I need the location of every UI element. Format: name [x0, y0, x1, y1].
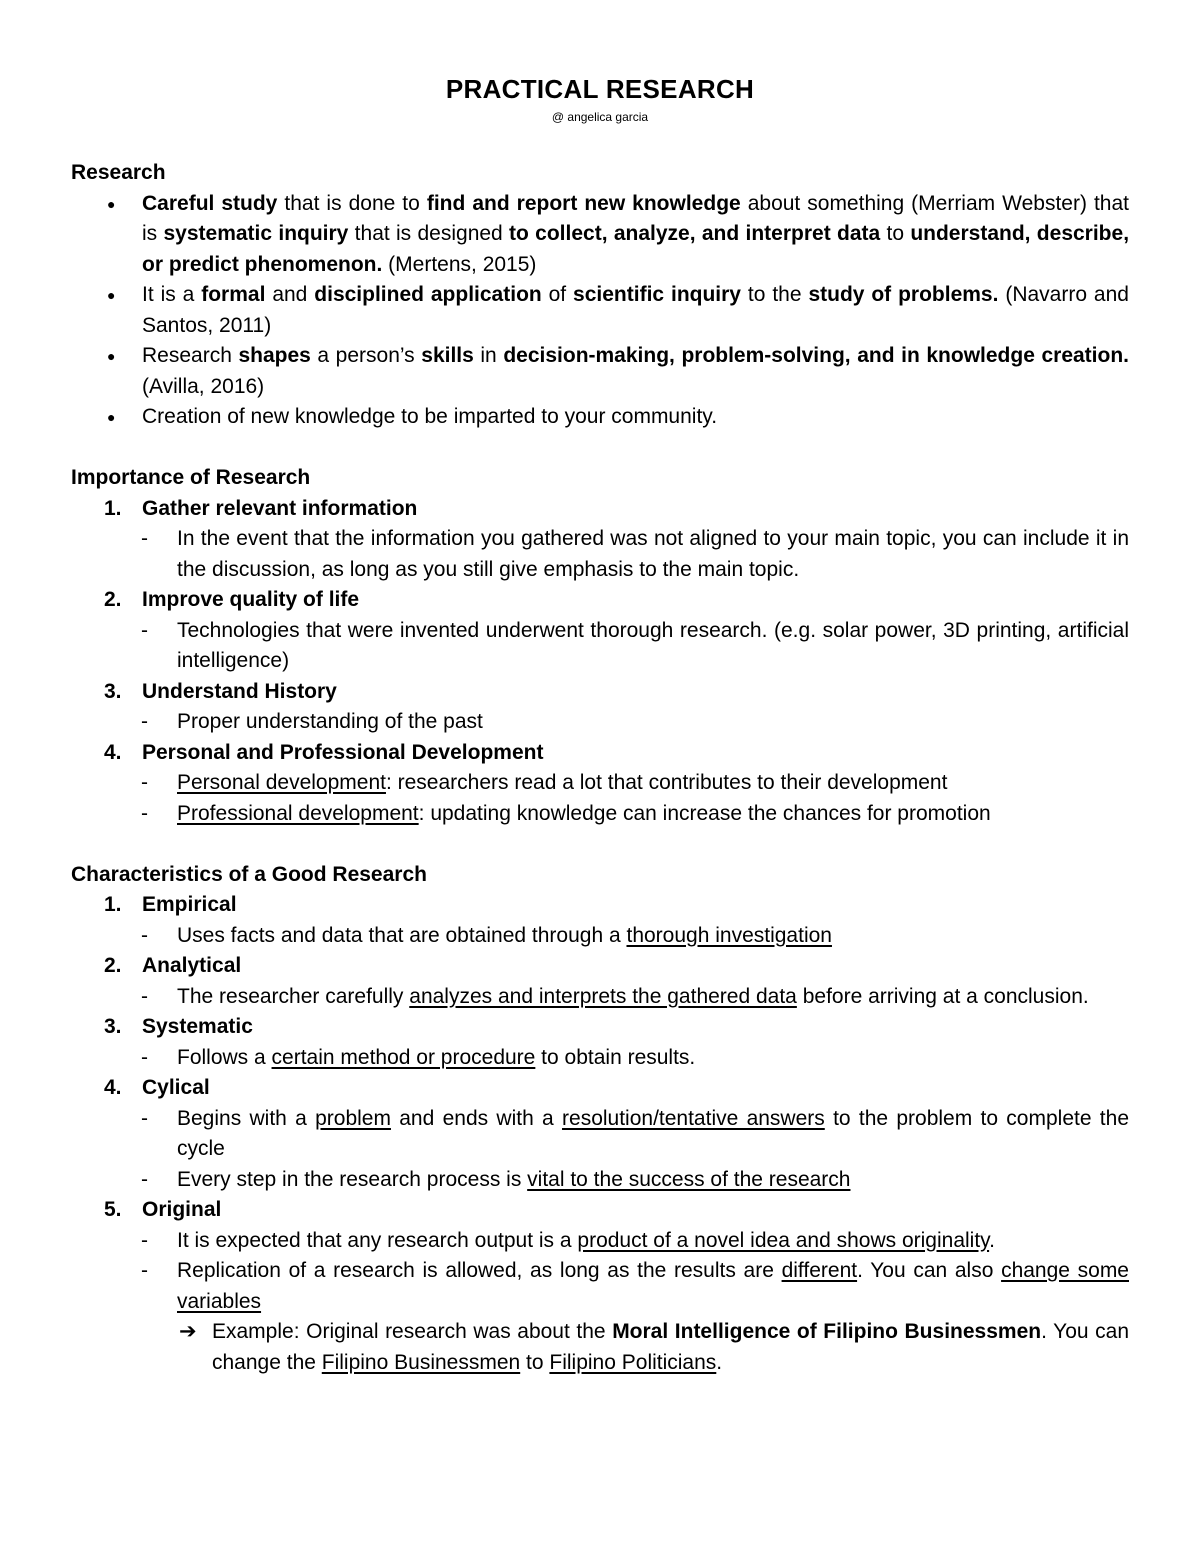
- list-number: 4.: [104, 1076, 122, 1099]
- text: about something (Merriam Webster) that is: [142, 191, 1129, 245]
- text: to: [520, 1350, 550, 1374]
- item-title: Improve quality of life: [142, 588, 360, 611]
- numbered-item: [71, 1073, 1129, 1104]
- bold-text: shapes: [238, 344, 311, 367]
- bold-text: skills: [421, 344, 474, 367]
- text: The researcher carefully: [177, 984, 410, 1008]
- arrow-item: [71, 1317, 1129, 1378]
- underlined-text: product of a novel idea and shows originality: [577, 1228, 990, 1252]
- text: in: [473, 344, 504, 367]
- numbered-item: [71, 738, 1129, 769]
- citation: (Mertens, 2015): [382, 252, 537, 276]
- text: before arriving at a conclusion.: [796, 984, 1089, 1008]
- dash-item: [71, 1256, 1129, 1317]
- numbered-item: [71, 1012, 1129, 1043]
- dash-icon: -: [141, 1106, 148, 1130]
- text: In the event that the information you gathered was not aligned to your main topic, you can include it in the discussion, as long as you still give emphasis to the main topic.: [177, 527, 1129, 581]
- item-title: Analytical: [142, 954, 242, 977]
- dash-item: [71, 1226, 1129, 1257]
- underlined-text: vital to the success of the research: [527, 1167, 851, 1191]
- section-heading-research: Research: [71, 161, 166, 184]
- list-number: 5.: [104, 1198, 122, 1221]
- text: to the: [741, 283, 809, 306]
- text: : updating knowledge can increase the chances for promotion: [418, 801, 991, 825]
- item-title: Understand History: [142, 679, 337, 703]
- numbered-item: [71, 585, 1129, 616]
- citation: (Avilla, 2016): [142, 374, 265, 398]
- bold-text: Careful study: [142, 191, 278, 215]
- spacer: [71, 433, 1129, 464]
- text: Research: [142, 344, 239, 367]
- item-title: Gather relevant information: [142, 496, 418, 520]
- bold-text: systematic inquiry: [163, 222, 349, 245]
- text: Uses facts and data that are obtained through a: [177, 923, 627, 947]
- bullet-icon: ●: [107, 409, 116, 425]
- text: to: [880, 222, 911, 245]
- text: .: [989, 1228, 995, 1252]
- list-number: 1.: [104, 893, 122, 916]
- text: . You can change the: [212, 1320, 1129, 1374]
- item-title: Empirical: [142, 893, 237, 916]
- document-title: PRACTICAL RESEARCH: [445, 74, 755, 104]
- document-author: @ angelica garcia: [551, 110, 649, 124]
- bullet-icon: ●: [107, 348, 116, 364]
- dash-icon: -: [141, 1259, 148, 1282]
- bold-text: to collect, analyze, and interpret data: [509, 222, 881, 245]
- underlined-text: change some variables: [177, 1259, 1129, 1313]
- bullet-item: [71, 189, 1129, 281]
- numbered-item: [71, 494, 1129, 525]
- dash-item: [71, 616, 1129, 677]
- bullet-item: [71, 402, 1129, 433]
- dash-icon: -: [141, 618, 148, 642]
- text: It is a: [142, 283, 202, 306]
- bold-text: Moral Intelligence of Filipino Businessmen: [612, 1320, 1042, 1343]
- dash-icon: -: [141, 923, 148, 947]
- underlined-text: thorough investigation: [626, 923, 832, 947]
- underlined-text: different: [781, 1259, 858, 1282]
- dash-item: [71, 1165, 1129, 1196]
- text: Replication of a research is allowed, as long as the results are: [177, 1259, 782, 1282]
- bullet-icon: ●: [107, 195, 116, 212]
- text: of: [541, 283, 574, 306]
- text: that is done to: [277, 191, 427, 215]
- numbered-item: [71, 890, 1129, 921]
- arrow-right-icon: ➔: [179, 1320, 197, 1343]
- text: Creation of new knowledge to be imparted to your community.: [142, 405, 718, 428]
- text: It is expected that any research output is a: [177, 1228, 578, 1252]
- dash-icon: -: [141, 710, 148, 733]
- dash-item: [71, 524, 1129, 585]
- numbered-item: [71, 677, 1129, 708]
- list-number: 1.: [104, 496, 122, 520]
- bullet-item: [71, 341, 1129, 402]
- dash-item: [71, 768, 1129, 799]
- text: Example: Original research was about the: [212, 1320, 613, 1343]
- spacer: [71, 829, 1129, 860]
- underlined-text: problem: [315, 1106, 391, 1130]
- underlined-text: certain method or procedure: [271, 1045, 536, 1069]
- bold-text: understand, describe, or predict phenomenon.: [142, 222, 1130, 276]
- list-number: 4.: [104, 740, 122, 764]
- document-body: [71, 158, 1129, 1378]
- citation: (Navarro and Santos, 2011): [142, 283, 1129, 337]
- bullet-item: [71, 280, 1129, 341]
- text: and: [265, 283, 315, 306]
- numbered-item: [71, 951, 1129, 982]
- dash-item: [71, 921, 1129, 952]
- item-title: Systematic: [142, 1015, 253, 1038]
- numbered-item: [71, 1195, 1129, 1226]
- dash-icon: -: [141, 984, 148, 1008]
- dash-item: [71, 1043, 1129, 1074]
- text: Begins with a: [177, 1106, 316, 1130]
- item-title: Original: [142, 1198, 222, 1221]
- dash-icon: -: [141, 527, 148, 550]
- underlined-text: Professional development: [177, 801, 419, 825]
- dash-icon: -: [141, 1228, 148, 1252]
- underlined-text: resolution/tentative answers: [562, 1106, 825, 1130]
- text: and ends with a: [390, 1106, 563, 1130]
- item-title: Personal and Professional Development: [142, 740, 544, 764]
- bold-text: formal: [201, 283, 266, 306]
- text: : researchers read a lot that contributes to their development: [385, 771, 948, 794]
- dash-item: [71, 1104, 1129, 1165]
- bold-text: study of problems.: [808, 283, 999, 306]
- list-number: 2.: [104, 954, 122, 977]
- bullet-icon: ●: [107, 287, 116, 303]
- underlined-text: analyzes and interprets the gathered data: [409, 984, 797, 1008]
- dash-icon: -: [141, 1167, 148, 1191]
- text: that is designed: [348, 222, 510, 245]
- underlined-text: Filipino Businessmen: [321, 1350, 521, 1374]
- dash-item: [71, 982, 1129, 1013]
- underlined-text: Filipino Politicians: [549, 1350, 717, 1374]
- text: . You can also: [857, 1259, 1002, 1282]
- bold-text: scientific inquiry: [573, 283, 741, 306]
- bold-text: disciplined application: [314, 283, 542, 306]
- list-number: 3.: [104, 1015, 122, 1038]
- bold-text: decision-making, problem-solving, and in knowledge creation.: [503, 344, 1129, 367]
- section-heading-importance: Importance of Research: [71, 466, 311, 489]
- text: Every step in the research process is: [177, 1167, 528, 1191]
- list-number: 2.: [104, 588, 122, 611]
- underlined-text: Personal development: [177, 771, 386, 794]
- dash-item: [71, 707, 1129, 738]
- dash-item: [71, 799, 1129, 830]
- dash-icon: -: [141, 771, 148, 794]
- text: Follows a: [177, 1045, 272, 1069]
- dash-icon: -: [141, 1045, 148, 1069]
- bold-text: find and report new knowledge: [426, 191, 741, 215]
- text: a person’s: [310, 344, 422, 367]
- text: to the problem to complete the cycle: [177, 1106, 1129, 1160]
- text: to obtain results.: [535, 1045, 696, 1069]
- list-number: 3.: [104, 679, 122, 703]
- text: Technologies that were invented underwent thorough research. (e.g. solar power, 3D printing, artificial intelligence): [177, 618, 1129, 672]
- item-title: Cylical: [142, 1076, 210, 1099]
- text: Proper understanding of the past: [177, 710, 483, 733]
- text: .: [716, 1350, 723, 1374]
- section-heading-characteristics: Characteristics of a Good Research: [71, 862, 427, 886]
- dash-icon: -: [141, 801, 148, 825]
